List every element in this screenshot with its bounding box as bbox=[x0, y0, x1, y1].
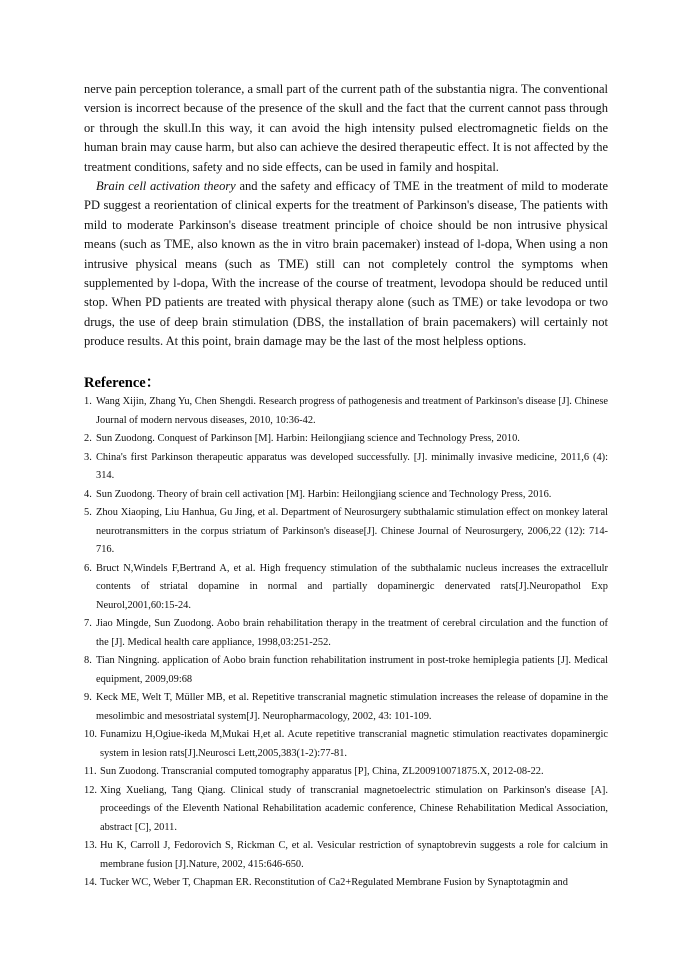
reference-text: Sun Zuodong. Transcranial computed tomography apparatus [P], China, ZL200910071875.X, 2012-08-22. bbox=[100, 766, 544, 777]
reference-list bbox=[84, 393, 608, 893]
reference-number: 5. bbox=[84, 507, 92, 518]
reference-text: Zhou Xiaoping, Liu Hanhua, Gu Jing, et al. Department of Neurosurgery subthalamic stimulation effect on monkey lateral neurotransmitters in the corpus striatum of Parkinson's disease[J]. Chinese Journal of Neurosurgery, 2006,22 (12): 714-716. bbox=[96, 507, 608, 555]
reference-text: Jiao Mingde, Sun Zuodong. Aobo brain rehabilitation therapy in the treatment of cerebral circulation and the function of the [J]. Medical health care appliance, 1998,03:251-252. bbox=[96, 618, 608, 648]
reference-item bbox=[84, 652, 608, 689]
reference-item bbox=[84, 689, 608, 726]
paragraph-1: nerve pain perception tolerance, a small part of the current path of the substantia nigra. The conventional version is incorrect because of the presence of the skull and the fact that the current cannot pass through or through the skull.In this way, it can avoid the high intensity pulsed electromagnetic fields on the human brain may cause harm, but also can achieve the desired therapeutic effect. It is not affected by the treatment conditions, safety and no side effects, can be used in family and hospital. bbox=[84, 82, 608, 174]
reference-item bbox=[84, 874, 608, 893]
reference-text: China's first Parkinson therapeutic apparatus was developed successfully. [J]. minimally invasive medicine, 2011,6 (4): 314. bbox=[96, 451, 608, 481]
reference-text: Hu K, Carroll J, Fedorovich S, Rickman C, et al. Vesicular restriction of synaptobrevin suggests a role for calcium in membrane fusion [J].Nature, 2002, 415:646-650. bbox=[100, 840, 608, 870]
reference-number: 9. bbox=[84, 692, 92, 703]
reference-item bbox=[84, 504, 608, 560]
reference-item bbox=[84, 726, 608, 763]
reference-number: 6. bbox=[84, 562, 92, 574]
paragraph-2 bbox=[84, 177, 608, 352]
italic-term: Brain cell activation theory bbox=[96, 179, 236, 194]
reference-number: 1. bbox=[84, 396, 92, 407]
reference-text: Sun Zuodong. Conquest of Parkinson [M]. Harbin: Heilongjiang science and Technology Press, 2010. bbox=[96, 433, 520, 444]
reference-item bbox=[84, 615, 608, 652]
reference-text: Wang Xijin, Zhang Yu, Chen Shengdi. Research progress of pathogenesis and treatment of Parkinson's disease [J]. Chinese Journal of modern nervous diseases, 2010, 10:36-42. bbox=[96, 396, 608, 426]
reference-number: 13. bbox=[84, 840, 97, 851]
reference-item bbox=[84, 393, 608, 430]
reference-heading: Reference： bbox=[84, 375, 161, 391]
reference-item bbox=[84, 430, 608, 449]
reference-number: 14. bbox=[84, 877, 97, 888]
paragraph-2-text: and the safety and efficacy of TME in the treatment of mild to moderate PD suggest a reorientation of clinical experts for the treatment of Parkinson's disease, The patients with mild to moderate Parkinson's disease treatment principle of choice should be non intrusive physical means (such as TME, also known as the in vitro brain pacemaker) instead of l-dopa, When using a non intrusive physical means (such as TME) still can not completely control the symptoms when supplemented by l-dopa, With the increase of the course of treatment, levodopa should be reduced until stop. When PD patients are treated with physical therapy alone (such as TME) or take levodopa or two drugs, the use of deep brain stimulation (DBS, the installation of brain pacemakers) will certainly not produce results. At this point, brain damage may be the last of the most helpless options. bbox=[84, 179, 608, 349]
reference-item bbox=[84, 837, 608, 874]
reference-number: 3. bbox=[84, 451, 92, 463]
reference-text: Xing Xueliang, Tang Qiang. Clinical study of transcranial magnetoelectric stimulation on Parkinson's disease [A]. proceedings of the Eleventh National Rehabilitation academic conference, Chinese Rehabilitation Medical Association, abstract [C], 2011. bbox=[100, 784, 608, 833]
reference-text: Sun Zuodong. Theory of brain cell activation [M]. Harbin: Heilongjiang science and Technology Press, 2016. bbox=[96, 488, 552, 500]
reference-text: Tucker WC, Weber T, Chapman ER. Reconstitution of Ca2+Regulated Membrane Fusion by Synaptotagmin and bbox=[100, 877, 568, 888]
reference-item bbox=[84, 763, 608, 782]
reference-number: 7. bbox=[84, 618, 92, 629]
reference-item bbox=[84, 449, 608, 486]
reference-number: 12. bbox=[84, 784, 97, 796]
reference-text: Funamizu H,Ogiue-ikeda M,Mukai H,et al. Acute repetitive transcranial magnetic stimulation reactivates dopaminergic system in lesion rats[J].Neurosci Lett,2005,383(1-2):77-81. bbox=[100, 729, 608, 759]
reference-text: Tian Ningning. application of Aobo brain function rehabilitation instrument in post-troke hemiplegia patients [J]. Medical equipment, 2009,09:68 bbox=[96, 655, 608, 685]
reference-number: 11. bbox=[84, 766, 97, 777]
reference-text: Bruct N,Windels F,Bertrand A, et al. High frequency stimulation of the subthalamic nucleus increases the extracellulr contents of striatal dopamine in normal and partially dopaminergic denervated rats[J].Neuropathol Exp Neurol,2001,60:15-24. bbox=[96, 562, 608, 611]
reference-text: Keck ME, Welt T, Müller MB, et al. Repetitive transcranial magnetic stimulation increases the release of dopamine in the mesolimbic and mesostriatal system[J]. Neuropharmacology, 2002, 43: 101-109. bbox=[96, 692, 608, 722]
reference-item bbox=[84, 782, 608, 838]
body-text bbox=[84, 80, 608, 352]
reference-number: 2. bbox=[84, 433, 92, 444]
reference-number: 10. bbox=[84, 729, 97, 740]
reference-number: 4. bbox=[84, 488, 92, 500]
reference-item bbox=[84, 486, 608, 505]
reference-item bbox=[84, 560, 608, 616]
reference-number: 8. bbox=[84, 655, 92, 666]
